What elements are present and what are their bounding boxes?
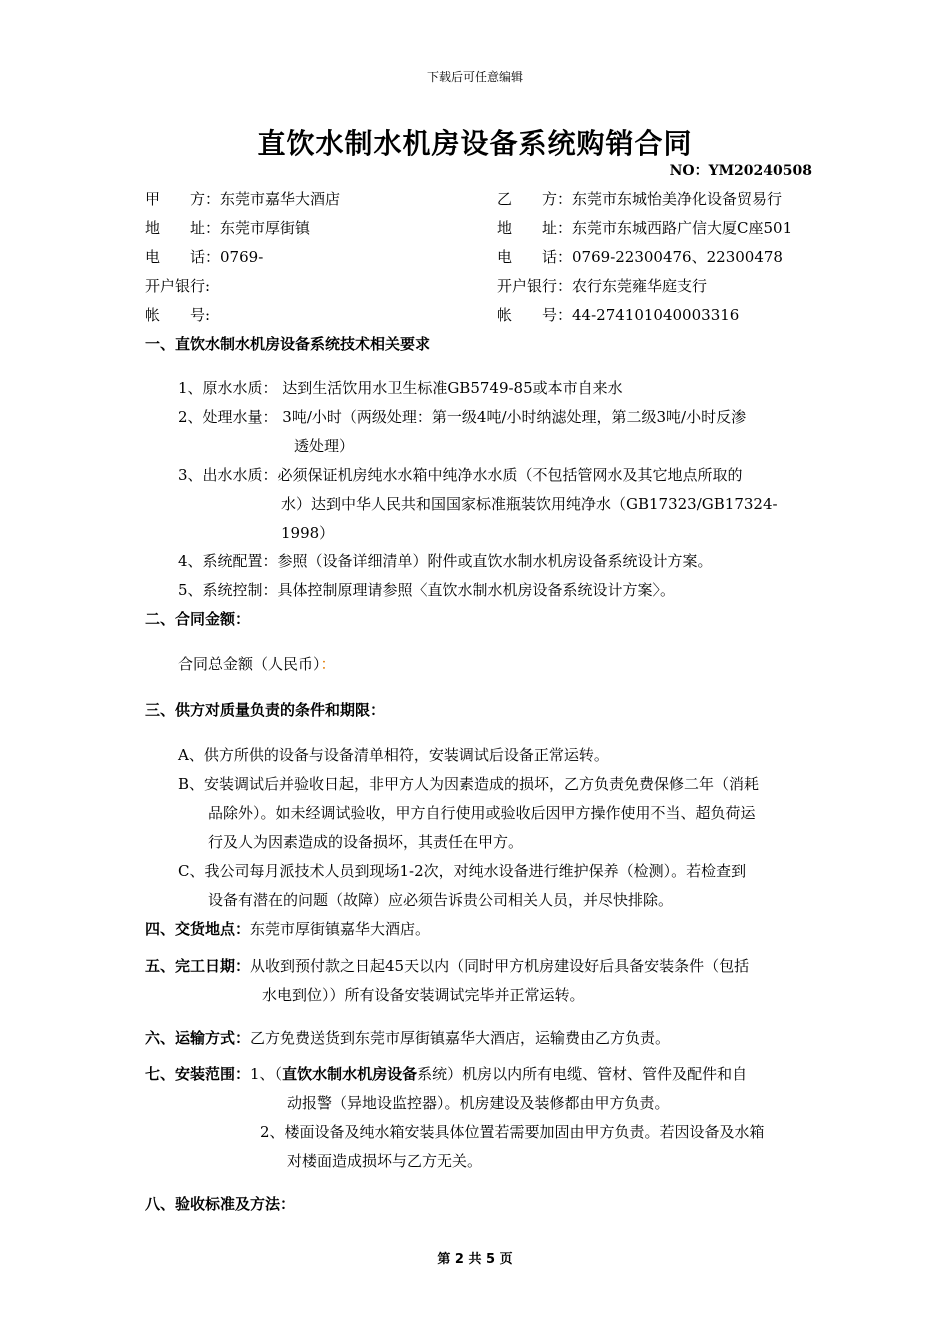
- party-a-name: 东莞市嘉华大酒店: [220, 190, 341, 208]
- party-a-tel-label: 电 话：: [145, 248, 221, 266]
- party-b-account-row: [497, 304, 739, 325]
- party-a-bank-row: [145, 275, 210, 296]
- party-b-bank: 农行东莞雍华庭支行: [572, 277, 708, 295]
- completion-date-line-2: 水电到位））所有设备安装调试完毕并正常运转。: [262, 986, 585, 1004]
- party-b-address-label: 地 址：: [497, 219, 573, 237]
- party-a-tel: 0769-: [220, 248, 264, 266]
- s1-item-2-line-2: 透处理）: [294, 437, 355, 455]
- section-4-title: 四、交货地点：: [145, 920, 251, 938]
- section-7-row: [145, 1063, 747, 1084]
- section-7-title: 七、安装范围：: [145, 1065, 251, 1083]
- party-a-address-row: [145, 217, 310, 238]
- contract-number: NO：YM20240508: [669, 163, 812, 179]
- party-b-name-label: 乙 方：: [497, 190, 573, 208]
- s3-item-b-line-1: B、安装调试后并验收日起，非甲方人为因素造成的损坏，乙方负责免费保修二年（消耗: [178, 775, 760, 793]
- install-scope-1-suffix: 系统）机房以内所有电缆、管材、管件及配件和自: [417, 1065, 748, 1083]
- section-6-title: 六、运输方式：: [145, 1029, 251, 1047]
- contract-amount-row: [178, 653, 336, 674]
- install-scope-2-line-2: 对楼面造成损坏与乙方无关。: [287, 1152, 483, 1170]
- party-a-account-row: [145, 304, 210, 325]
- install-scope-1-emphasis: 直饮水制水机房设备: [282, 1065, 418, 1083]
- s3-item-a: A、供方所供的设备与设备清单相符，安装调试后设备正常运转。: [178, 746, 609, 764]
- section-5-title: 五、完工日期：: [145, 957, 251, 975]
- party-b-address-row: [497, 217, 792, 238]
- party-a-account-label: 帐 号:: [145, 306, 211, 324]
- s1-item-3-line-2: 水）达到中华人民共和国国家标准瓶装饮用纯净水（GB17323/GB17324-: [281, 495, 778, 513]
- s1-item-3-line-1: 3、出水水质：必须保证机房纯水水箱中纯净水水质（不包括管网水及其它地点所取的: [178, 466, 743, 484]
- party-a-tel-row: [145, 246, 263, 267]
- section-4-row: [145, 918, 430, 939]
- party-b-name: 东莞市东城怡美净化设备贸易行: [572, 190, 783, 208]
- completion-date-line-1: 从收到预付款之日起45天以内（同时甲方机房建设好后具备安装条件（包括: [250, 957, 750, 975]
- party-b-bank-label: 开户银行：: [497, 277, 573, 295]
- party-b-tel-row: [497, 246, 783, 267]
- party-b-account-label: 帐 号：: [497, 306, 573, 324]
- party-a-name-label: 甲 方：: [145, 190, 221, 208]
- install-scope-1-prefix: 1、（: [250, 1065, 283, 1083]
- party-b-tel: 0769-22300476、22300478: [572, 248, 783, 266]
- s3-item-c-line-2: 设备有潜在的问题（故障）应必须告诉贵公司相关人员，并尽快排除。: [208, 891, 674, 909]
- install-scope-2-line-1: 2、楼面设备及纯水箱安装具体位置若需要加固由甲方负责。若因设备及水箱: [260, 1123, 765, 1141]
- party-b-tel-label: 电 话：: [497, 248, 573, 266]
- install-scope-1-line-2: 动报警（异地设监控器）。机房建设及装修都由甲方负责。: [287, 1094, 670, 1112]
- party-a-address-label: 地 址：: [145, 219, 221, 237]
- s3-item-b-line-2: 品除外）。如未经调试验收，甲方自行使用或验收后因甲方操作使用不当、超负荷运: [208, 804, 756, 822]
- s1-item-1: 1、原水水质： 达到生活饮用水卫生标准GB5749-85或本市自来水: [178, 379, 623, 397]
- party-b-account: 44-274101040003316: [572, 306, 740, 324]
- s3-item-c-line-1: C、我公司每月派技术人员到现场1-2次，对纯水设备进行维护保养（检测）。若检查到: [178, 862, 747, 880]
- s1-item-5: 5、系统控制：具体控制原理请参照〈直饮水制水机房设备系统设计方案〉。: [178, 581, 676, 599]
- section-3-title: 三、供方对质量负责的条件和期限：: [145, 701, 386, 719]
- party-a-name-row: [145, 188, 340, 209]
- section-6-row: [145, 1027, 670, 1048]
- section-5-row: [145, 955, 749, 976]
- contract-amount-colon: ：: [320, 655, 336, 673]
- section-8-title: 八、验收标准及方法：: [145, 1195, 296, 1213]
- party-a-address: 东莞市厚街镇: [220, 219, 311, 237]
- contract-amount-label: 合同总金额（人民币）: [178, 655, 321, 673]
- document-title: 直饮水制水机房设备系统购销合同: [257, 127, 693, 160]
- delivery-location: 东莞市厚街镇嘉华大酒店。: [250, 920, 431, 938]
- page-footer: 第 2 共 5 页: [437, 1252, 513, 1267]
- s1-item-2-line-1: 2、处理水量： 3吨/小时（两级处理：第一级4吨/小时纳滤处理，第二级3吨/小时反渗: [178, 408, 747, 426]
- party-b-address: 东莞市东城西路广信大厦C座501: [572, 219, 793, 237]
- section-2-title: 二、合同金额：: [145, 610, 251, 628]
- party-b-name-row: [497, 188, 782, 209]
- party-b-bank-row: [497, 275, 707, 296]
- s1-item-3-line-3: 1998）: [281, 524, 335, 542]
- s1-item-4: 4、系统配置：参照（设备详细清单）附件或直饮水制水机房设备系统设计方案。: [178, 552, 713, 570]
- s3-item-b-line-3: 行及人为因素造成的设备损坏，其责任在甲方。: [208, 833, 524, 851]
- transport-method: 乙方免费送货到东莞市厚街镇嘉华大酒店，运输费由乙方负责。: [250, 1029, 671, 1047]
- header-note: 下载后可任意编辑: [426, 70, 523, 84]
- section-1-title: 一、直饮水制水机房设备系统技术相关要求: [145, 335, 431, 353]
- party-a-bank-label: 开户银行:: [145, 277, 211, 295]
